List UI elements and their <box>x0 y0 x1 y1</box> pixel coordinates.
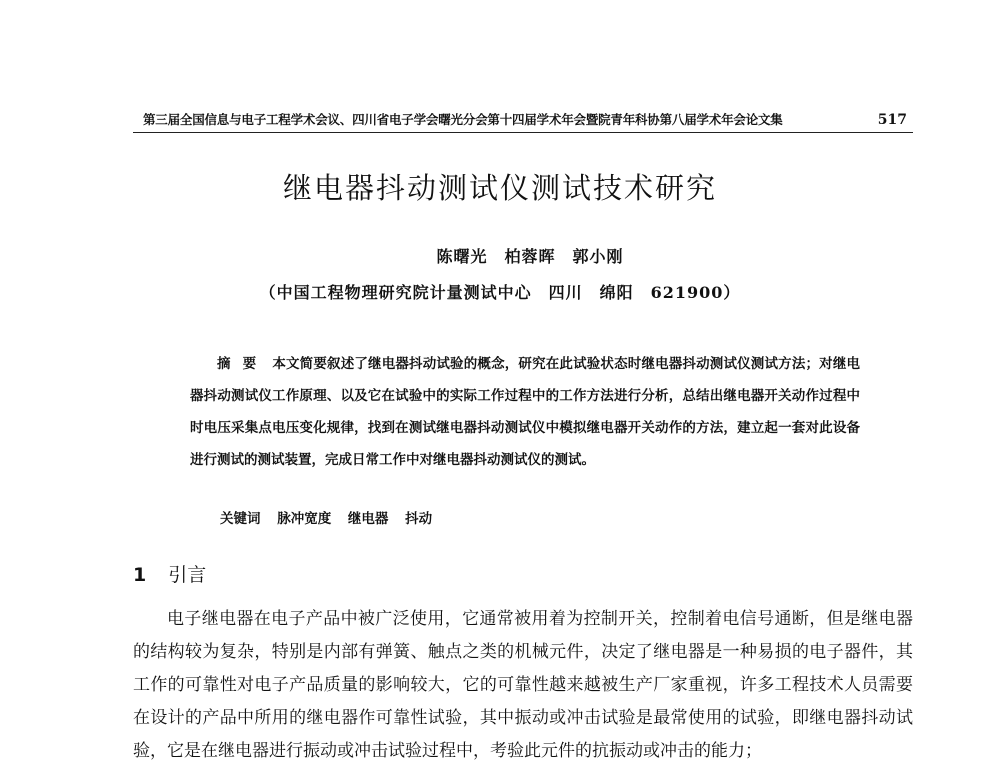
keywords <box>220 508 432 530</box>
author-name: 柏蓉晖 <box>504 247 556 266</box>
keyword: 脉冲宽度 <box>277 511 332 527</box>
keywords-label: 关键词 <box>220 511 261 527</box>
body-text <box>133 603 913 768</box>
author-name: 陈曙光 <box>436 247 488 266</box>
paper-title: 继电器抖动测试仪测试技术研究 <box>282 171 717 205</box>
section-title: 引言 <box>168 564 207 586</box>
author-list <box>0 244 1000 267</box>
section-number: 1 <box>133 564 147 586</box>
affiliation: （中国工程物理研究院计量测试中心 四川 绵阳 621900） <box>259 283 741 302</box>
abstract-text: 本文简要叙述了继电器抖动试验的概念，研究在此试验状态时继电器抖动测试仪测试方法；对继电器抖动测试仪工作原理、以及它在试验中的实际工作过程中的工作方法进行分析，总结出继电器开关动作过程中时电压采集点电压变化规律，找到在测试继电器抖动测试仪中模拟继电器开关动作的方法，建立起一套对此设备进行测试的测试装置，完成日常工作中对继电器抖动测试仪的测试。 <box>190 356 861 468</box>
abstract-label: 摘要 <box>217 356 269 372</box>
keyword: 抖动 <box>405 511 433 527</box>
page-number: 517 <box>877 112 907 128</box>
body-paragraph: 电子继电器在电子产品中被广泛使用，它通常被用着为控制开关，控制着电信号通断，但是继电器的结构较为复杂，特别是内部有弹簧、触点之类的机械元件，决定了继电器是一种易损的电子器件，其工作的可靠性对电子产品质量的影响较大，它的可靠性越来越被生产厂家重视，许多工程技术人员需要在设计的产品中所用的继电器作可靠性试验，其中振动或冲击试验是最常使用的试验，即继电器抖动试验，它是在继电器进行振动或冲击试验过程中，考验此元件的抗振动或冲击的能力； <box>133 609 913 761</box>
running-header <box>133 110 913 133</box>
header-text: 第三届全国信息与电子工程学术会议、四川省电子学会曙光分会第十四届学术年会暨院青年科协第八届学术年会论文集 <box>143 112 783 127</box>
abstract <box>190 348 860 476</box>
section-heading <box>133 562 206 588</box>
keyword: 继电器 <box>347 511 389 527</box>
author-name: 郭小刚 <box>572 247 624 266</box>
